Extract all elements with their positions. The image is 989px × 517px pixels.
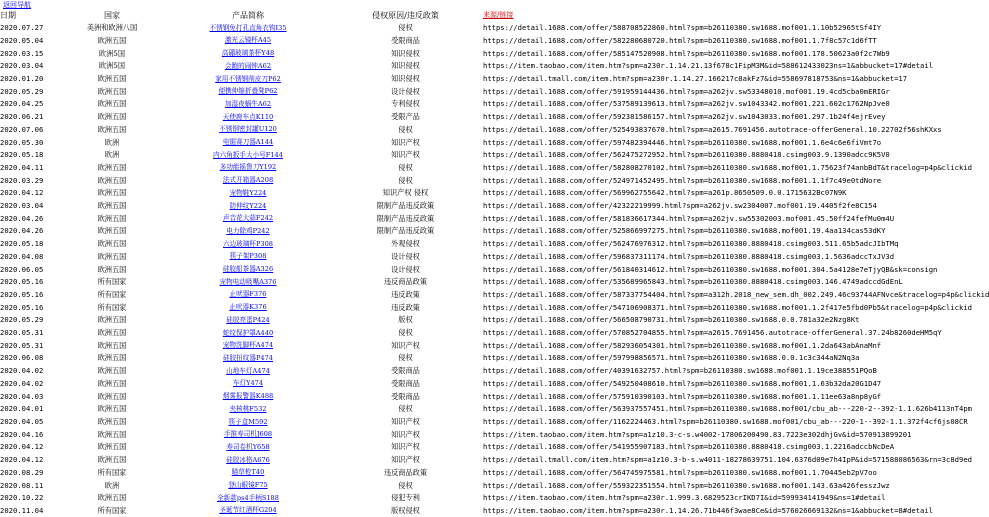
product-link[interactable]: 声音花大蒜F242 <box>222 214 274 223</box>
row-reason: 设计侵权 <box>391 251 420 261</box>
header-reason: 侵权原因/违反政策 <box>372 11 439 20</box>
header-product: 产品简称 <box>232 11 264 20</box>
row-date: 2020.03.04 <box>0 61 44 71</box>
table-row <box>0 200 900 213</box>
product-link[interactable]: 会跑的闹钟A62 <box>224 61 272 70</box>
product-link[interactable]: 加湿夜蜗牛A62 <box>224 99 272 108</box>
row-link: https://item.taobao.com/item.htm?spm=a230r.1.14.21.13f678c1FipM3M&id=588612433023ns=1&abbucket=17#detail <box>483 61 934 71</box>
row-region: 欧洲五国 <box>97 162 127 172</box>
row-link: https://item.taobao.com/item.htm?spm=a1z10.3-c-s.w4002-17806200490.83.7223e302dhjGv&id=570913899201 <box>483 429 912 439</box>
row-link: https://detail.1688.com/offer/525493837670.html?spm=a2615.7691456.autotrace-offerGeneral.10.22702f56shKXxs <box>483 124 942 134</box>
row-reason: 限制产品违反政策 <box>376 201 435 211</box>
table-row <box>0 34 900 47</box>
row-reason: 知识产权 <box>391 442 420 452</box>
row-region: 欧洲五国 <box>97 188 127 198</box>
product-link[interactable]: 瞄草枪T40 <box>231 468 265 477</box>
row-link: https://detail.1688.com/offer/549250408610.html?spm=b26110380.sw1688.mof001.1.63b32da20G1D47 <box>483 378 882 388</box>
table-row <box>0 428 900 441</box>
row-reason: 知识侵权 <box>391 48 420 58</box>
table-row <box>0 123 900 136</box>
table-row <box>0 187 900 200</box>
row-date: 2020.04.12 <box>0 455 44 465</box>
row-product <box>168 377 328 390</box>
product-link[interactable]: 止吠器F376 <box>229 290 267 299</box>
row-product <box>168 492 328 505</box>
row-link: https://detail.1688.com/offer/587337754404.html?spm=a312h.2018_new_sem.dh_002.249.46c93744AFNvce&tracelog=p4p&clickid <box>483 289 989 299</box>
row-reason: 侵权 <box>398 353 413 363</box>
table-row <box>0 504 900 517</box>
row-region: 欧洲五国 <box>97 175 127 185</box>
table-row <box>0 327 900 340</box>
row-region: 欧洲五国 <box>97 213 127 223</box>
row-reason: 侵权 <box>398 404 413 414</box>
row-region: 欧洲五国 <box>97 74 127 84</box>
row-region: 欧洲五国 <box>97 417 127 426</box>
row-product <box>168 250 328 263</box>
row-date: 2020.01.20 <box>0 74 44 84</box>
row-region: 欧洲5国 <box>98 48 126 58</box>
row-product <box>168 314 328 327</box>
row-date: 2020.03.04 <box>0 201 44 211</box>
row-region: 欧洲五国 <box>97 340 127 350</box>
table-row <box>0 416 900 429</box>
row-date: 2020.05.31 <box>0 328 44 338</box>
table-row <box>0 73 900 86</box>
table-row <box>0 339 900 352</box>
row-product <box>168 22 328 35</box>
product-link[interactable]: 夹核桃F532 <box>229 404 267 413</box>
row-product <box>168 479 328 492</box>
row-link: https://detail.1688.com/offer/582280680720.html?spm=b26110380.sw1688.mof001.1.7f8c57c1d6fTT <box>483 35 877 45</box>
header-link[interactable]: 来源/链接 <box>483 11 514 19</box>
row-region: 欧洲 <box>104 137 120 147</box>
row-product <box>168 174 328 187</box>
row-link: https://detail.1688.com/offer/564745975581.html?spm=b26110380.sw1688.mof001.1.70445eb2pV7oo <box>483 467 877 477</box>
row-link: https://detail.1688.com/offer/569962755642.html?spm=a261p.8650509.0.0.1715632Bc07N9K <box>483 188 847 198</box>
table-row <box>0 149 900 162</box>
row-date: 2020.04.16 <box>0 429 44 439</box>
table-row <box>0 466 900 479</box>
row-link: https://detail.1688.com/offer/561840314612.html?spm=b26110380.sw1688.mof001.304.5a4128e7eTjyQB&sk=consign <box>483 264 938 274</box>
table-row <box>0 98 900 111</box>
row-date: 2020.04.05 <box>0 417 44 426</box>
row-region: 欧洲五国 <box>97 429 127 439</box>
row-product <box>168 85 328 98</box>
row-link: https://detail.1688.com/offer/42322219999.html?spm=a262jv.sw2304007.mof001.19.4405f2fe8C154 <box>483 201 877 211</box>
row-product <box>168 466 328 479</box>
row-reason: 侵权 <box>398 175 413 185</box>
row-date: 2020.06.05 <box>0 264 44 274</box>
product-link[interactable]: 内六角扳手大小号F144 <box>213 150 283 159</box>
product-link[interactable]: 便携伸缩折叠凳P62 <box>218 87 278 96</box>
row-reason: 知识侵权 <box>391 74 420 84</box>
row-link: https://detail.1688.com/offer/575910390103.html?spm=b26110380.sw1688.mof001.1.11ee63a8np8yGf <box>483 391 882 401</box>
row-link: https://detail.1688.com/offer/524971452495.html?spm=b26110380.sw1688.mof001.1.1f7c49e0tdNore <box>483 175 882 185</box>
row-date: 2020.07.06 <box>0 124 44 134</box>
row-region: 欧洲五国 <box>97 201 127 211</box>
row-region: 欧洲5国 <box>98 61 126 71</box>
row-date: 2020.08.29 <box>0 467 44 477</box>
product-link[interactable]: 宠物鞋Y224 <box>229 188 267 197</box>
product-link[interactable]: 圣诞节红酒杯G204 <box>219 506 277 515</box>
row-reason: 违反政策 <box>391 302 420 312</box>
row-product <box>168 301 328 314</box>
row-reason: 受限商品 <box>391 378 420 388</box>
product-link[interactable]: 激光云镜杯A45 <box>224 36 272 45</box>
row-link: https://detail.1688.com/offer/566508790731.html?spm=b26110380.sw1688.0.0.781a32e2Nzg8Kt <box>483 315 860 325</box>
product-link[interactable]: 车灯Y474 <box>232 379 264 388</box>
row-date: 2020.05.04 <box>0 35 44 45</box>
row-date: 2020.05.16 <box>0 289 44 299</box>
product-link[interactable]: 法式开箱器A208 <box>222 176 274 185</box>
product-link[interactable]: 止吠器K376 <box>229 303 267 312</box>
row-link: https://detail.1688.com/offer/591959144436.html?spm=a262jv.sw53348010.mof001.19.4cd5cba0mERIGr <box>483 86 890 96</box>
row-link: https://detail.1688.com/offer/562475272952.html?spm=b26110380.8880418.csimg003.9.1390adcc9K5V0 <box>483 150 890 160</box>
table-row <box>0 174 900 187</box>
row-product <box>168 161 328 174</box>
product-link[interactable]: 烟雾报警器K488 <box>222 392 274 401</box>
row-reason: 违反政策 <box>391 289 420 299</box>
table-row <box>0 288 900 301</box>
row-reason: 侵权 <box>398 23 413 33</box>
row-reason: 版权 <box>398 315 413 325</box>
row-date: 2020.05.18 <box>0 150 44 160</box>
row-reason: 知识产权 <box>391 429 420 439</box>
row-region: 欧洲 <box>104 150 120 160</box>
row-date: 2020.07.27 <box>0 23 44 33</box>
row-date: 2020.05.16 <box>0 277 44 287</box>
row-link: https://detail.1688.com/offer/1162224463.html?spm=b26110380.sw1688.mof001/cbu_ab---220-1--392-1.1.372f4cf6js08CR <box>483 417 968 426</box>
row-reason: 侵权 <box>398 162 413 172</box>
row-date: 2020.04.25 <box>0 99 44 109</box>
row-product <box>168 403 328 416</box>
row-link: https://detail.1688.com/offer/40391632757.html?spm=b26110380.sw1688.mof001.1.19ce388551PQoB <box>483 366 877 376</box>
row-reason: 受限产品 <box>391 112 420 122</box>
row-link: https://detail.1688.com/offer/559322351554.html?spm=b26110380.sw1688.mof001.143.63a426fesszJwz <box>483 480 890 490</box>
row-region: 欧洲五国 <box>97 35 127 45</box>
row-reason: 外观侵权 <box>391 239 420 249</box>
row-region: 所有国家 <box>97 277 127 287</box>
row-reason: 版权侵权 <box>391 505 420 515</box>
table-header-row <box>0 10 900 22</box>
row-reason: 限制产品违反政策 <box>376 226 435 236</box>
row-region: 所有国家 <box>97 302 127 312</box>
table-row <box>0 161 900 174</box>
row-date: 2020.05.31 <box>0 340 44 350</box>
table-row <box>0 479 900 492</box>
row-date: 2020.04.03 <box>0 391 44 401</box>
product-link[interactable]: 不锈钢密封罐U120 <box>219 125 277 134</box>
row-reason: 知识产权 侵权 <box>382 188 429 198</box>
row-reason: 侵权 <box>398 124 413 134</box>
row-region: 所有国家 <box>97 467 127 477</box>
row-link: https://detail.1688.com/offer/562476976312.html?spm=b26110380.8880418.csimg003.511.65b5adcJIbTMq <box>483 239 899 249</box>
row-region: 欧洲五国 <box>97 442 127 452</box>
row-region: 欧洲五国 <box>97 124 127 134</box>
row-date: 2020.05.29 <box>0 315 44 325</box>
row-product <box>168 276 328 289</box>
product-link[interactable]: 硅胶船茶器A326 <box>222 265 274 274</box>
product-link[interactable]: 六边玻璃杯P308 <box>223 239 273 248</box>
row-product <box>168 416 328 429</box>
product-link[interactable]: 筷子盒M592 <box>228 417 268 426</box>
row-reason: 知识侵权 <box>391 61 420 71</box>
product-link[interactable]: 电锯赛刀器A144 <box>222 138 274 147</box>
row-link: https://detail.1688.com/offer/525866997275.html?spm=b26110380.sw1688.mof001.19.4aa134cas53dKY <box>483 226 886 236</box>
table-row <box>0 454 900 467</box>
table-row <box>0 352 900 365</box>
row-product <box>168 225 328 238</box>
row-reason: 设计侵权 <box>391 86 420 96</box>
row-link: https://detail.1688.com/offer/592381586157.html?spm=a262jv.sw1043033.mof001.297.1b24f4ejrEvey <box>483 112 886 122</box>
row-date: 2020.04.12 <box>0 442 44 452</box>
row-product <box>168 34 328 47</box>
row-product <box>168 111 328 124</box>
row-region: 欧洲五国 <box>97 112 127 122</box>
row-product <box>168 136 328 149</box>
row-date: 2020.04.02 <box>0 366 44 376</box>
row-reason: 知识产权 <box>391 417 420 426</box>
row-link: https://detail.1688.com/offer/585147520908.html?spm=b26110380.sw1688.mof001.178.50623a0f2c7Wb9 <box>483 48 890 58</box>
row-product <box>168 47 328 60</box>
row-product <box>168 123 328 136</box>
row-product <box>168 238 328 251</box>
row-date: 2020.08.11 <box>0 480 44 490</box>
row-region: 欧洲五国 <box>97 251 127 261</box>
row-product <box>168 212 328 225</box>
table-row <box>0 263 900 276</box>
row-date: 2020.03.15 <box>0 48 44 58</box>
row-reason: 侵犯专利 <box>391 493 420 503</box>
row-link: https://detail.1688.com/offer/541955907183.html?spm=b26110380.8880418.csimg003.1.2216adccbNcDeA <box>483 442 895 452</box>
row-link: https://detail.1688.com/offer/547106908371.html?spm=b26110380.sw1688.mof001.1.2f417e5fbd0Pb5&tracelog=p4p&clickid <box>483 302 972 312</box>
row-product <box>168 428 328 441</box>
product-link[interactable]: 防伸纹Y224 <box>229 201 267 210</box>
row-reason: 受限商品 <box>391 366 420 376</box>
row-region: 欧洲五国 <box>97 378 127 388</box>
row-region: 欧洲五国 <box>97 315 127 325</box>
product-link[interactable]: 山地车灯A474 <box>226 366 270 375</box>
table-row <box>0 238 900 251</box>
row-product <box>168 149 328 162</box>
product-link[interactable]: 寿司卷机Y658 <box>226 442 270 451</box>
row-link: https://detail.tmall.com/item.htm?spm=a230r.1.14.27.166217c8akFz7&id=558697818753&ns=1&abbucket=17 <box>483 74 908 84</box>
row-reason: 限制产品违反政策 <box>376 213 435 223</box>
row-date: 2020.04.01 <box>0 404 44 414</box>
row-product <box>168 339 328 352</box>
row-reason: 知识产权 <box>391 137 420 147</box>
row-product <box>168 352 328 365</box>
table-row <box>0 22 900 35</box>
row-link: https://detail.1688.com/offer/581836617344.html?spm=a262jv.sw55302003.mof001.45.50ff24fefMu0m4U <box>483 213 895 223</box>
row-date: 2020.03.29 <box>0 175 44 185</box>
row-link: https://detail.1688.com/offer/582808270102.html?spm=b26110380.sw1688.mof001.1.75623f74anbBdT&tracelog=p4p&clickid <box>483 162 972 172</box>
table-row <box>0 136 900 149</box>
table-row <box>0 314 900 327</box>
row-link: https://item.taobao.com/item.htm?spm=a230r.1.999.3.6829523crIKD7I&id=599934141949&ns=1#detail <box>483 493 886 503</box>
row-product <box>168 73 328 86</box>
row-date: 2020.04.08 <box>0 251 44 261</box>
product-link[interactable]: 电力除鸡P242 <box>226 226 270 235</box>
row-reason: 违反商品政策 <box>383 467 428 477</box>
product-link[interactable]: 手推寿司机J608 <box>223 430 273 439</box>
records-table <box>0 10 989 517</box>
row-date: 2020.05.16 <box>0 302 44 312</box>
row-reason: 专利侵权 <box>391 99 420 109</box>
row-region: 欧洲五国 <box>97 404 127 414</box>
product-link[interactable]: 多功能摇鲁刀Y192 <box>219 163 277 172</box>
row-product <box>168 60 328 73</box>
table-row <box>0 111 900 124</box>
table-row <box>0 377 900 390</box>
product-link[interactable]: 宠物电动吸嘴A376 <box>219 277 277 286</box>
row-date: 2020.05.30 <box>0 137 44 147</box>
row-reason: 违反商品政策 <box>383 277 428 287</box>
row-link: https://detail.1688.com/offer/596837311174.html?spm=b26110380.8880418.csimg003.1.5636adccTxJV3d <box>483 251 895 261</box>
row-date: 2020.04.02 <box>0 378 44 388</box>
row-link: https://item.taobao.com/item.htm?spm=a230r.1.14.26.71b446f3wae8Ce&id=576026669132&ns=1&abbucket=8#detail <box>483 505 934 515</box>
row-link: https://detail.1688.com/offer/563937557451.html?spm=b26110380.sw1688.mof001/cbu_ab---220-2--392-1.1.626b4113nT4pm <box>483 404 972 414</box>
row-product <box>168 200 328 213</box>
header-region: 国家 <box>104 11 120 20</box>
row-date: 2020.10.22 <box>0 493 44 503</box>
row-link: https://detail.1688.com/offer/570852704855.html?spm=a2615.7691456.autotrace-offerGeneral.37.24b8260deHM5qY <box>483 328 942 338</box>
row-reason: 受限商品 <box>391 391 420 401</box>
row-date: 2020.11.04 <box>0 505 44 515</box>
product-link[interactable]: 蛇纹保护罩A440 <box>222 328 274 337</box>
table-row <box>0 365 900 378</box>
row-product <box>168 288 328 301</box>
row-region: 欧洲五国 <box>97 328 127 338</box>
row-region: 欧洲五国 <box>97 226 127 236</box>
row-region: 所有国家 <box>97 289 127 299</box>
row-reason: 侵权 <box>398 328 413 338</box>
product-link[interactable]: 不锈钢免打孔直角衣钩I35 <box>209 23 287 32</box>
product-link[interactable]: 天使鹿车点K110 <box>222 112 274 121</box>
row-product <box>168 263 328 276</box>
row-region: 欧洲五国 <box>97 239 127 249</box>
product-link[interactable]: 全新款ps4手柄S188 <box>217 493 279 502</box>
row-region: 美洲和欧洲八国 <box>86 23 138 33</box>
row-region: 欧洲五国 <box>97 86 127 96</box>
row-region: 欧洲五国 <box>97 366 127 376</box>
product-link[interactable]: 登山眼镜F75 <box>228 481 268 490</box>
table-row <box>0 441 900 454</box>
row-date: 2020.06.08 <box>0 353 44 363</box>
row-reason: 侵权 <box>398 480 413 490</box>
row-link: https://detail.1688.com/offer/588708522860.html?spm=b26110380.sw1688.mof001.1.10b52965tSf4IY <box>483 23 882 33</box>
row-region: 欧洲五国 <box>97 493 127 503</box>
row-link: https://detail.1688.com/offer/597998856571.html?spm=b26110380.sw1688.0.0.1c3c344aN2Nq3a <box>483 353 860 363</box>
table-row <box>0 47 900 60</box>
row-region: 欧洲五国 <box>97 99 127 109</box>
row-date: 2020.04.12 <box>0 188 44 198</box>
row-region: 欧洲五国 <box>97 391 127 401</box>
row-region: 欧洲五国 <box>97 353 127 363</box>
row-date: 2020.05.29 <box>0 86 44 96</box>
row-region: 欧洲 <box>104 480 120 490</box>
row-product <box>168 187 328 200</box>
product-link[interactable]: 硅胶冰格A676 <box>226 455 270 464</box>
product-link[interactable]: 宠物洗脚杯A474 <box>222 341 274 350</box>
product-link[interactable]: 筷子架P308 <box>229 252 267 261</box>
row-product <box>168 454 328 467</box>
row-date: 2020.06.21 <box>0 112 44 122</box>
row-reason: 知识产权 <box>391 340 420 350</box>
table-row <box>0 301 900 314</box>
table-row <box>0 212 900 225</box>
table-row <box>0 492 900 505</box>
row-product <box>168 504 328 517</box>
row-reason: 知识产权 <box>391 150 420 160</box>
row-date: 2020.04.26 <box>0 213 44 223</box>
back-to-nav-link[interactable]: 返回导航 <box>3 1 31 9</box>
row-date: 2020.04.11 <box>0 162 44 172</box>
product-link[interactable]: 高硼玻璃茶杯Y48 <box>221 49 275 58</box>
row-link: https://detail.tmall.com/item.htm?spm=a1z10.3-b-s.w4011-18278639751.104.6376d09e7h4IpP&id=571588086563&rn=3c8d9ed <box>483 455 972 465</box>
row-product <box>168 390 328 403</box>
row-date: 2020.04.26 <box>0 226 44 236</box>
row-link: https://detail.1688.com/offer/582936054301.html?spm=b26110380.sw1688.mof001.1.2da643abAnaMnf <box>483 340 882 350</box>
row-reason: 受限商品 <box>391 35 420 45</box>
row-reason: 设计侵权 <box>391 264 420 274</box>
row-link: https://detail.1688.com/offer/537589139613.html?spm=a262jv.sw1043342.mof001.221.602c1762NpJve0 <box>483 99 890 109</box>
product-link[interactable]: 硅胶亮蛋P424 <box>226 315 270 324</box>
row-reason: 知识产权 <box>391 455 420 465</box>
header-date: 日期 <box>0 11 16 20</box>
row-region: 欧洲五国 <box>97 455 127 465</box>
row-product <box>168 365 328 378</box>
table-row <box>0 225 900 238</box>
product-link[interactable]: 硅胶扭纹器P474 <box>223 353 273 362</box>
table-row <box>0 390 900 403</box>
row-product <box>168 441 328 454</box>
table-row <box>0 250 900 263</box>
table-row <box>0 85 900 98</box>
row-region: 所有国家 <box>97 505 127 515</box>
table-row <box>0 60 900 73</box>
row-link: https://detail.1688.com/offer/597482394446.html?spm=b26110380.sw1688.mof001.1.6e4c6e6fiVmt7o <box>483 137 882 147</box>
row-date: 2020.05.18 <box>0 239 44 249</box>
product-link[interactable]: 家用不锈钢削皮刀P62 <box>215 74 281 83</box>
table-row <box>0 276 900 289</box>
row-product <box>168 98 328 111</box>
row-product <box>168 327 328 340</box>
row-region: 欧洲五国 <box>97 264 127 274</box>
table-row <box>0 403 900 416</box>
row-link: https://detail.1688.com/offer/535689965843.html?spm=b26110380.8880418.csimg003.146.4749adccdGdEnL <box>483 277 903 287</box>
